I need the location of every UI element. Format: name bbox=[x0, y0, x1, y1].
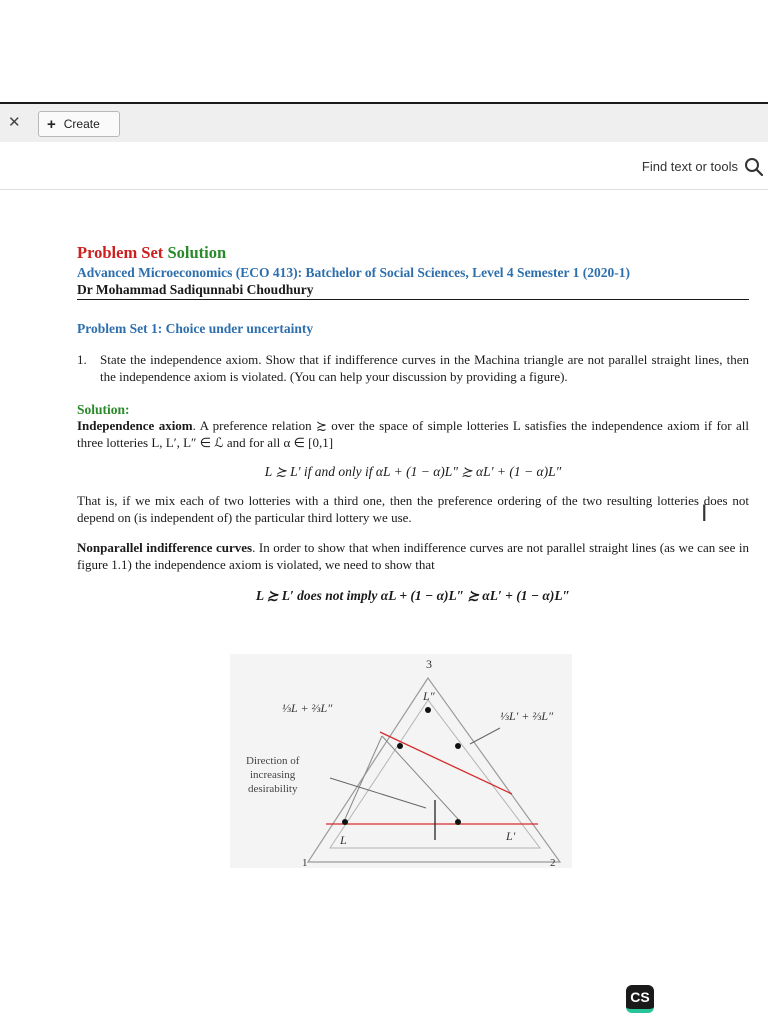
document-page bbox=[77, 243, 749, 619]
that-is-paragraph: That is, if we mix each of two lotteries with a third one, then the preference ordering of the two resulting lotteries does not depend on (is independent of) the particular third lottery we use. bbox=[77, 493, 749, 525]
point-l-prime bbox=[455, 819, 461, 825]
label-l-double-prime: L″ bbox=[423, 689, 435, 703]
independence-label: Independence axiom bbox=[77, 418, 193, 433]
label-mix-right: ⅓L′ + ⅔L″ bbox=[500, 709, 554, 723]
right-label-pointer bbox=[470, 728, 500, 744]
nonparallel-text: . In order to show that when indifference curves are not parallel straight lines (as we can see in figure 1.1) the independence axiom is violated, we need to show that bbox=[77, 540, 749, 572]
label-mix-left: ⅓L + ⅔L″ bbox=[282, 701, 333, 715]
equation-not-imply: L ≿ L′ does not imply αL + (1 − α)L″ ≿ αL′ + (1 − α)L″ bbox=[255, 588, 571, 603]
nonparallel-paragraph bbox=[77, 540, 749, 573]
point-l-double-prime bbox=[425, 707, 431, 713]
close-icon[interactable]: ✕ bbox=[8, 113, 21, 131]
find-text-or-tools-link[interactable]: Find text or tools bbox=[641, 159, 738, 174]
annotation-line-3: desirability bbox=[248, 783, 298, 795]
vertex-label-1: 1 bbox=[302, 857, 308, 868]
equation-independence: L ≿ L′ if and only if αL + (1 − α)L″ ≿ αL′ + (1 − α)L″ bbox=[264, 464, 562, 479]
solution-label: Solution: bbox=[77, 402, 130, 417]
title-part-green: Solution bbox=[167, 243, 227, 262]
label-l-prime: L′ bbox=[506, 829, 516, 843]
question-number: 1. bbox=[77, 352, 87, 367]
question-text: State the independence axiom. Show that if indifference curves in the Machina triangle are not parallel straight lines, then the independence axiom is violated. (You can help your discussion by providing a figure). bbox=[100, 352, 749, 384]
plus-icon: + bbox=[47, 115, 56, 133]
title-part-red: Problem Set bbox=[77, 243, 164, 262]
vertex-label-3: 3 bbox=[426, 657, 432, 671]
author-line: Dr Mohammad Sadiqunnabi Choudhury bbox=[77, 281, 749, 300]
indifference-curve-upper bbox=[380, 732, 512, 794]
machina-triangle-svg bbox=[230, 654, 572, 868]
problem-set-heading: Problem Set 1: Choice under uncertainty bbox=[77, 321, 314, 336]
label-l: L bbox=[340, 833, 347, 847]
document-title bbox=[77, 243, 749, 263]
point-l bbox=[342, 819, 348, 825]
question-1 bbox=[77, 352, 749, 385]
annotation-pointer bbox=[330, 778, 426, 808]
point-mix-left bbox=[397, 743, 403, 749]
camscanner-logo: CS bbox=[626, 985, 654, 1013]
create-button[interactable] bbox=[38, 111, 120, 137]
create-button-label: Create bbox=[63, 117, 100, 131]
find-bar bbox=[0, 142, 768, 190]
nonparallel-label: Nonparallel indifference curves bbox=[77, 540, 253, 555]
machina-triangle-figure bbox=[230, 654, 572, 868]
independence-paragraph bbox=[77, 418, 749, 451]
independence-text: . A preference relation ≿ over the space of simple lotteries L satisfies the independence axiom if for all three lotteries L, L′, L″ ∈ ℒ and for all α ∈ [0,1] bbox=[77, 418, 749, 450]
toolbar bbox=[0, 104, 768, 142]
annotation-line-2: increasing bbox=[250, 769, 296, 781]
point-mix-right bbox=[455, 743, 461, 749]
annotation-line-1: Direction of bbox=[246, 755, 300, 767]
text-cursor-icon: I bbox=[701, 502, 708, 527]
search-icon[interactable] bbox=[744, 157, 764, 177]
vertex-label-2: 2 bbox=[550, 857, 556, 868]
course-subtitle: Advanced Microeconomics (ECO 413): Batchelor of Social Sciences, Level 4 Semester 1 (2020-1) bbox=[77, 265, 631, 280]
